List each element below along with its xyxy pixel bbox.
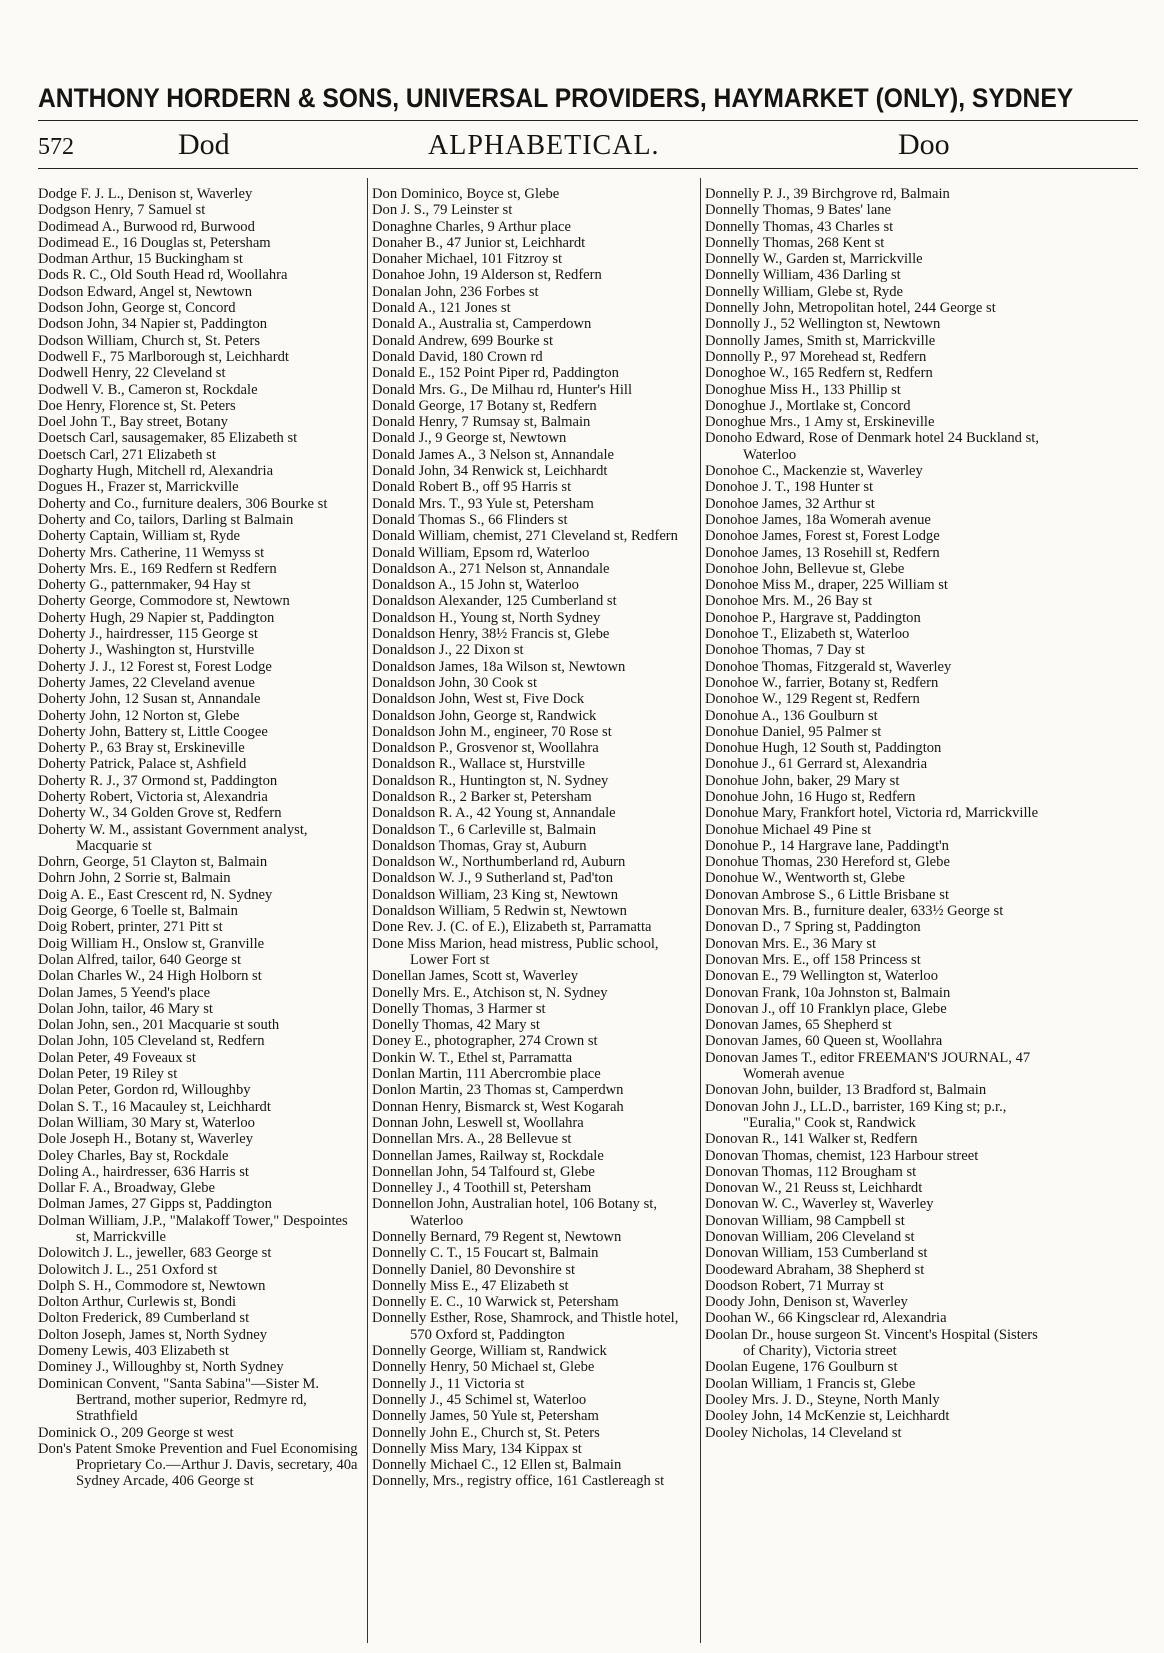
directory-entry: Donnelly P. J., 39 Birchgrove rd, Balmain	[705, 186, 950, 202]
directory-entry: Donohoe James, Forest st, Forest Lodge	[705, 528, 940, 545]
directory-entry: Doherty John, 12 Norton st, Glebe	[38, 707, 240, 724]
directory-entry: Dooley John, 14 McKenzie st, Leichhardt	[705, 1408, 950, 1425]
directory-entry: Dolton Frederick, 89 Cumberland st	[38, 1310, 250, 1327]
directory-entry: Dodson William, Church st, St. Peters	[38, 332, 261, 349]
directory-entry: Donnelly J., 45 Schimel st, Waterloo	[372, 1391, 587, 1408]
directory-entry: Donnan Henry, Bismarck st, West Kogarah	[372, 1098, 624, 1115]
directory-entry: Donnelly Thomas, 268 Kent st	[705, 234, 885, 251]
directory-entry: Donnelly George, William st, Randwick	[372, 1343, 607, 1360]
directory-entry: Donoghue J., Mortlake st, Concord	[705, 397, 911, 414]
directory-entry: Donald George, 17 Botany st, Redfern	[372, 397, 597, 414]
directory-entry: Donald E., 152 Point Piper rd, Paddington	[372, 365, 619, 382]
directory-entry: Donahoe John, 19 Alderson st, Redfern	[372, 267, 602, 284]
directory-entry: Dolman William, J.P., "Malakoff Tower," Despointes st, Marrickville	[38, 1212, 348, 1245]
directory-entry: Dohrn, George, 51 Clayton st, Balmain	[38, 854, 268, 871]
directory-entry: Doig Robert, printer, 271 Pitt st	[38, 919, 223, 936]
directory-entry: Donovan James, 65 Shepherd st	[705, 1017, 892, 1034]
directory-entry: Donald Mrs. T., 93 Yule st, Petersham	[372, 495, 594, 512]
directory-entry: Donlan Martin, 111 Abercrombie place	[372, 1066, 601, 1083]
directory-entry: Donald A., Australia st, Camperdown	[372, 316, 592, 333]
directory-entry: Dodimead E., 16 Douglas st, Petersham	[38, 234, 271, 251]
directory-entry: Donohue J., 61 Gerrard st, Alexandria	[705, 756, 928, 773]
directory-entry: Doolan Dr., house surgeon St. Vincent's Hospital (Sisters of Charity), Victoria street	[705, 1326, 1038, 1360]
directory-entry: Donovan James T., editor FREEMAN'S JOURNAL, 47 Womerah avenue	[705, 1049, 1031, 1083]
directory-entry: Donaldson John, West st, Five Dock	[372, 691, 585, 708]
directory-entry: Doig William H., Onslow st, Granville	[38, 935, 265, 952]
directory-entry: Doherty Patrick, Palace st, Ashfield	[38, 756, 247, 773]
directory-entry: Donnelly C. T., 15 Foucart st, Balmain	[372, 1245, 599, 1262]
directory-entry: Donald Andrew, 699 Bourke st	[372, 332, 554, 349]
directory-entry: Donoghue Miss H., 133 Phillip st	[705, 381, 901, 398]
directory-entry: Donaldson Thomas, Gray st, Auburn	[372, 837, 587, 854]
directory-entry: Don's Patent Smoke Prevention and Fuel Economising Proprietary Co.—Arthur J. Davis, secretary, 40a Sydney Arcade, 406 George st	[38, 1440, 358, 1490]
directory-entry: Donaldson John M., engineer, 70 Rose st	[372, 723, 612, 740]
directory-entry: Doetsch Carl, sausagemaker, 85 Elizabeth st	[38, 430, 298, 447]
directory-entry: Doherty and Co, tailors, Darling st Balmain	[38, 511, 294, 528]
directory-entry: Donnolly J., 52 Wellington st, Newtown	[705, 316, 941, 333]
directory-entry: Dodson John, 34 Napier st, Paddington	[38, 316, 268, 333]
directory-entry: Donnelly William, Glebe st, Ryde	[705, 283, 903, 300]
directory-entry: Dodge F. J. L., Denison st, Waverley	[38, 186, 253, 202]
directory-entry: Donovan Mrs. B., furniture dealer, 633½ George st	[705, 903, 1004, 920]
directory-entry: Donoghue Mrs., 1 Amy st, Erskineville	[705, 414, 935, 431]
directory-entry: Dolan Charles W., 24 High Holborn st	[38, 968, 262, 985]
directory-entry: Dolowitch J. L., jeweller, 683 George st	[38, 1245, 272, 1262]
directory-entry: Donovan James, 60 Queen st, Woollahra	[705, 1033, 943, 1050]
directory-entry: Donohoe Miss M., draper, 225 William st	[705, 577, 948, 594]
directory-entry: Doolan Eugene, 176 Goulburn st	[705, 1359, 898, 1376]
directory-entry: Doherty R. J., 37 Ormond st, Paddington	[38, 772, 278, 789]
directory-entry: Donald James A., 3 Nelson st, Annandale	[372, 446, 614, 463]
directory-entry: Donovan Thomas, 112 Brougham st	[705, 1163, 917, 1180]
directory-entry: Doig George, 6 Toelle st, Balmain	[38, 903, 238, 920]
directory-entry: Donnolly James, Smith st, Marrickville	[705, 332, 936, 349]
right-guide-word: Doo	[898, 128, 950, 161]
directory-entry: Donaldson Alexander, 125 Cumberland st	[372, 593, 617, 610]
directory-entry: Donovan J., off 10 Franklyn place, Glebe	[705, 1000, 947, 1017]
directory-entry: Donnelly Miss Mary, 134 Kippax st	[372, 1440, 582, 1457]
directory-entry: Donelly Thomas, 42 Mary st	[372, 1017, 540, 1034]
directory-entry: Donaldson William, 5 Redwin st, Newtown	[372, 903, 627, 920]
directory-entry: Donohue Daniel, 95 Palmer st	[705, 723, 882, 740]
directory-entry: Doherty Hugh, 29 Napier st, Paddington	[38, 609, 275, 626]
directory-entry: Donaldson John, 30 Cook st	[372, 674, 537, 691]
directory-entry: Donald William, chemist, 271 Cleveland st, Redfern	[372, 528, 678, 545]
directory-entry: Doherty Captain, William st, Ryde	[38, 528, 241, 545]
directory-entry: Donohoe Thomas, Fitzgerald st, Waverley	[705, 658, 952, 675]
directory-entry: Donohue Michael 49 Pine st	[705, 821, 872, 838]
directory-entry: Done Miss Marion, head mistress, Public school, Lower Fort st	[372, 935, 659, 968]
directory-entry: Donohue Mary, Frankfort hotel, Victoria rd, Marrickville	[705, 805, 1039, 822]
directory-entry: Dolman James, 27 Gipps st, Paddington	[38, 1196, 272, 1213]
directory-entry: Dolan Alfred, tailor, 640 George st	[38, 951, 242, 968]
directory-entry: Doel John T., Bay street, Botany	[38, 414, 228, 431]
directory-entry: Donohoe John, Bellevue st, Glebe	[705, 560, 905, 577]
directory-entry: Dodimead A., Burwood rd, Burwood	[38, 218, 255, 235]
directory-entry: Donald William, Epsom rd, Waterloo	[372, 544, 590, 561]
directory-entry: Donovan John, builder, 13 Bradford st, Balmain	[705, 1082, 987, 1099]
directory-entry: Donnellon John, Australian hotel, 106 Botany st, Waterloo	[372, 1196, 657, 1229]
directory-entry: Dolton Arthur, Curlewis st, Bondi	[38, 1294, 237, 1311]
directory-entry: Donaldson P., Grosvenor st, Woollahra	[372, 740, 599, 757]
directory-entry: Doodson Robert, 71 Murray st	[705, 1277, 884, 1294]
directory-entry: Donaldson T., 6 Carleville st, Balmain	[372, 821, 597, 838]
directory-entry: Dolan Peter, 49 Foveaux st	[38, 1049, 196, 1066]
directory-entry: Donovan John J., LL.D., barrister, 169 King st; p.r., "Euralia," Cook st, Randwick	[705, 1098, 1007, 1131]
directory-entry: Donaldson H., Young st, North Sydney	[372, 609, 601, 626]
directory-entry: Donnelly Daniel, 80 Devonshire st	[372, 1261, 576, 1278]
directory-column-1	[38, 186, 364, 1490]
directory-entry: Donnelly Michael C., 12 Ellen st, Balmain	[372, 1457, 622, 1474]
directory-entry: Donaldson W., Northumberland rd, Auburn	[372, 854, 626, 871]
directory-entry: Donald J., 9 George st, Newtown	[372, 430, 567, 447]
directory-entry: Doetsch Carl, 271 Elizabeth st	[38, 446, 216, 463]
directory-entry: Donohoe P., Hargrave st, Paddington	[705, 609, 921, 626]
directory-entry: Donnelly Miss E., 47 Elizabeth st	[372, 1277, 569, 1294]
directory-entry: Donnelly William, 436 Darling st	[705, 267, 901, 284]
directory-entry: Donnelly, Mrs., registry office, 161 Castlereagh st	[372, 1473, 665, 1490]
column-divider	[367, 178, 368, 1643]
directory-entry: Dole Joseph H., Botany st, Waverley	[38, 1131, 253, 1148]
directory-entry: Donnellan James, Railway st, Rockdale	[372, 1147, 604, 1164]
directory-entry: Don Dominico, Boyce st, Glebe	[372, 186, 560, 202]
directory-entry: Donnelly John E., Church st, St. Peters	[372, 1424, 600, 1441]
directory-entry: Donalan John, 236 Forbes st	[372, 283, 539, 300]
directory-entry: Donnelly James, 50 Yule st, Petersham	[372, 1408, 599, 1425]
directory-entry: Donnellan Mrs. A., 28 Bellevue st	[372, 1131, 572, 1148]
directory-entry: Donald John, 34 Renwick st, Leichhardt	[372, 463, 608, 480]
left-guide-word: Dod	[178, 128, 230, 161]
directory-entry: Doherty Mrs. E., 169 Redfern st Redfern	[38, 560, 277, 577]
directory-entry: Donohue Hugh, 12 South st, Paddington	[705, 740, 942, 757]
directory-entry: Donald Thomas S., 66 Flinders st	[372, 511, 568, 528]
directory-entry: Dogharty Hugh, Mitchell rd, Alexandria	[38, 463, 274, 480]
directory-entry: Donovan E., 79 Wellington st, Waterloo	[705, 968, 939, 985]
directory-entry: Donaldson R., Wallace st, Hurstville	[372, 756, 585, 773]
directory-entry: Donaldson R. A., 42 Young st, Annandale	[372, 805, 616, 822]
page-title: ALPHABETICAL.	[428, 130, 660, 161]
directory-entry: Donaldson James, 18a Wilson st, Newtown	[372, 658, 626, 675]
directory-entry: Donaghne Charles, 9 Arthur place	[372, 218, 571, 235]
directory-entry: Donald Robert B., off 95 Harris st	[372, 479, 572, 496]
directory-entry: Dollar F. A., Broadway, Glebe	[38, 1180, 216, 1197]
directory-entry: Doohan W., 66 Kingsclear rd, Alexandria	[705, 1310, 947, 1327]
directory-entry: Donovan William, 206 Cleveland st	[705, 1229, 915, 1245]
directory-entry: Don J. S., 79 Leinster st	[372, 202, 513, 219]
directory-entry: Donovan Mrs. E., off 158 Princess st	[705, 951, 921, 968]
directory-entry: Doherty G., patternmaker, 94 Hay st	[38, 577, 251, 594]
directory-entry: Dogues H., Frazer st, Marrickville	[38, 479, 239, 496]
directory-entry: Doherty James, 22 Cleveland avenue	[38, 674, 255, 691]
directory-entry: Doherty John, Battery st, Little Coogee	[38, 723, 268, 740]
directory-entry: Donnelly Henry, 50 Michael st, Glebe	[372, 1359, 595, 1376]
directory-entry: Dods R. C., Old South Head rd, Woollahra	[38, 267, 288, 284]
directory-entry: Donald David, 180 Crown rd	[372, 348, 543, 365]
directory-entry: Dominick O., 209 George st west	[38, 1424, 234, 1441]
directory-entry: Donohoe Thomas, 7 Day st	[705, 642, 865, 659]
directory-entry: Donaldson Henry, 38½ Francis st, Glebe	[372, 626, 610, 643]
directory-entry: Donohoe James, 13 Rosehill st, Redfern	[705, 544, 940, 561]
directory-entry: Donnelly Esther, Rose, Shamrock, and Thistle hotel, 570 Oxford st, Paddington	[372, 1310, 679, 1343]
directory-entry: Donaldson William, 23 King st, Newtown	[372, 886, 619, 903]
publisher-banner: ANTHONY HORDERN & SONS, UNIVERSAL PROVIDERS, HAYMARKET (ONLY), SYDNEY	[38, 83, 1074, 113]
directory-entry: Dominey J., Willoughby st, North Sydney	[38, 1359, 284, 1376]
directory-entry: Done Rev. J. (C. of E.), Elizabeth st, Parramatta	[372, 919, 652, 936]
directory-entry: Donohue A., 136 Goulburn st	[705, 707, 878, 724]
directory-entry: Donnellan John, 54 Talfourd st, Glebe	[372, 1163, 595, 1180]
directory-entry: Donellan James, Scott st, Waverley	[372, 968, 579, 985]
directory-entry: Dolan Peter, 19 Riley st	[38, 1066, 178, 1083]
directory-entry: Doherty J. J., 12 Forest st, Forest Lodge	[38, 658, 272, 675]
directory-entry: Donaldson R., 2 Barker st, Petersham	[372, 788, 592, 805]
directory-entry: Dolton Joseph, James st, North Sydney	[38, 1326, 268, 1343]
directory-entry: Donovan W. C., Waverley st, Waverley	[705, 1196, 934, 1213]
directory-entry: Doling A., hairdresser, 636 Harris st	[38, 1163, 249, 1180]
directory-entry: Dooley Mrs. J. D., Steyne, North Manly	[705, 1391, 940, 1408]
directory-entry: Doherty George, Commodore st, Newtown	[38, 593, 290, 610]
directory-entry: Donelly Thomas, 3 Harmer st	[372, 1000, 546, 1017]
directory-entry: Donnelly Thomas, 9 Bates' lane	[705, 202, 891, 219]
directory-entry: Donohoe W., 129 Regent st, Redfern	[705, 691, 920, 708]
column-divider	[700, 178, 701, 1643]
directory-entry: Donaher B., 47 Junior st, Leichhardt	[372, 234, 586, 251]
directory-entry: Dodson Edward, Angel st, Newtown	[38, 283, 253, 300]
directory-entry: Dodwell V. B., Cameron st, Rockdale	[38, 381, 258, 398]
directory-entry: Donovan Mrs. E., 36 Mary st	[705, 935, 877, 952]
directory-entry: Donohue P., 14 Hargrave lane, Paddingt'n	[705, 837, 949, 854]
directory-entry: Dolan S. T., 16 Macauley st, Leichhardt	[38, 1098, 271, 1115]
directory-entry: Donnelly Bernard, 79 Regent st, Newtown	[372, 1229, 622, 1245]
directory-entry: Donohoe W., farrier, Botany st, Redfern	[705, 674, 939, 691]
directory-entry: Doherty Robert, Victoria st, Alexandria	[38, 788, 268, 805]
directory-entry: Dodwell F., 75 Marlborough st, Leichhardt	[38, 348, 289, 365]
directory-entry: Donohue John, baker, 29 Mary st	[705, 772, 900, 789]
directory-entry: Dodwell Henry, 22 Cleveland st	[38, 365, 226, 382]
directory-entry: Doherty P., 63 Bray st, Erskineville	[38, 740, 245, 757]
directory-entry: Doherty W. M., assistant Government analyst, Macquarie st	[38, 821, 308, 854]
directory-entry: Doodeward Abraham, 38 Shepherd st	[705, 1261, 925, 1278]
directory-entry: Dooley Nicholas, 14 Cleveland st	[705, 1424, 902, 1441]
directory-entry: Doody John, Denison st, Waverley	[705, 1294, 908, 1311]
directory-entry: Donohoe J. T., 198 Hunter st	[705, 479, 874, 496]
directory-column-3	[705, 186, 1040, 1441]
directory-entry: Donnolly P., 97 Morehead st, Redfern	[705, 348, 927, 365]
directory-entry: Donovan Thomas, chemist, 123 Harbour street	[705, 1147, 979, 1164]
directory-entry: Donnelly J., 11 Victoria st	[372, 1375, 525, 1392]
directory-entry: Doolan William, 1 Francis st, Glebe	[705, 1375, 916, 1392]
directory-entry: Donnelly W., Garden st, Marrickville	[705, 251, 923, 268]
directory-entry: Doherty J., Washington st, Hurstville	[38, 642, 255, 659]
directory-entry: Donnelly E. C., 10 Warwick st, Petersham	[372, 1294, 619, 1311]
directory-entry: Donovan D., 7 Spring st, Paddington	[705, 919, 921, 936]
directory-entry: Doherty J., hairdresser, 115 George st	[38, 626, 258, 643]
directory-entry: Dodgson Henry, 7 Samuel st	[38, 202, 206, 219]
directory-entry: Donovan W., 21 Reuss st, Leichhardt	[705, 1180, 923, 1197]
directory-entry: Donnelley J., 4 Toothill st, Petersham	[372, 1180, 592, 1197]
directory-entry: Donaldson A., 15 John st, Waterloo	[372, 577, 579, 594]
directory-entry: Dohrn John, 2 Sorrie st, Balmain	[38, 870, 231, 887]
directory-entry: Donohoe T., Elizabeth st, Waterloo	[705, 626, 910, 643]
directory-entry: Dolan James, 5 Yeend's place	[38, 984, 211, 1001]
directory-entry: Donald Henry, 7 Rumsay st, Balmain	[372, 414, 591, 431]
directory-entry: Donaldson R., Huntington st, N. Sydney	[372, 772, 609, 789]
page-number: 572	[38, 134, 74, 160]
directory-entry: Dolan John, sen., 201 Macquarie st south	[38, 1017, 280, 1034]
directory-entry: Donoho Edward, Rose of Denmark hotel 24 Buckland st, Waterloo	[705, 430, 1039, 463]
directory-entry: Doherty Mrs. Catherine, 11 Wemyss st	[38, 544, 265, 561]
directory-entry: Donlon Martin, 23 Thomas st, Camperdwn	[372, 1082, 624, 1099]
directory-entry: Donaldson W. J., 9 Sutherland st, Pad'ton	[372, 870, 613, 887]
directory-column-2	[372, 186, 698, 1490]
directory-entry: Donald A., 121 Jones st	[372, 300, 511, 317]
directory-entry: Donelly Mrs. E., Atchison st, N. Sydney	[372, 984, 608, 1001]
directory-entry: Dolan John, tailor, 46 Mary st	[38, 1000, 213, 1017]
directory-entry: Doherty W., 34 Golden Grove st, Redfern	[38, 805, 282, 822]
directory-entry: Donnelly John, Metropolitan hotel, 244 George st	[705, 300, 996, 317]
directory-entry: Dolan Peter, Gordon rd, Willoughby	[38, 1082, 251, 1099]
directory-entry: Dolowitch J. L., 251 Oxford st	[38, 1261, 218, 1278]
directory-entry: Doherty and Co., furniture dealers, 306 Bourke st	[38, 495, 328, 512]
directory-entry: Dolph S. H., Commodore st, Newtown	[38, 1277, 266, 1294]
directory-entry: Donovan Frank, 10a Johnston st, Balmain	[705, 984, 951, 1001]
directory-entry: Doig A. E., East Crescent rd, N. Sydney	[38, 886, 273, 903]
directory-entry: Donohoe Mrs. M., 26 Bay st	[705, 593, 873, 610]
directory-entry: Donkin W. T., Ethel st, Parramatta	[372, 1049, 573, 1066]
directory-entry: Donnelly Thomas, 43 Charles st	[705, 218, 894, 235]
page-header	[38, 128, 1138, 164]
directory-entry: Donaldson A., 271 Nelson st, Annandale	[372, 560, 610, 577]
header-rule	[38, 168, 1138, 169]
directory-entry: Donohoe C., Mackenzie st, Waverley	[705, 463, 923, 480]
directory-entry: Donoghoe W., 165 Redfern st, Redfern	[705, 365, 933, 382]
directory-entry: Doe Henry, Florence st, St. Peters	[38, 397, 236, 414]
top-rule	[38, 120, 1138, 121]
directory-entry: Donaldson John, George st, Randwick	[372, 707, 597, 724]
directory-entry: Doherty John, 12 Susan st, Annandale	[38, 691, 261, 708]
directory-entry: Doney E., photographer, 274 Crown st	[372, 1033, 598, 1050]
directory-entry: Dominican Convent, "Santa Sabina"—Sister M. Bertrand, mother superior, Redmyre rd, Strathfield	[38, 1375, 320, 1425]
directory-entry: Donaldson J., 22 Dixon st	[372, 642, 524, 659]
directory-entry: Dodman Arthur, 15 Buckingham st	[38, 251, 243, 268]
directory-entry: Donohue Thomas, 230 Hereford st, Glebe	[705, 854, 950, 871]
directory-entry: Doley Charles, Bay st, Rockdale	[38, 1147, 229, 1164]
directory-entry: Dolan William, 30 Mary st, Waterloo	[38, 1114, 255, 1131]
directory-entry: Donovan Ambrose S., 6 Little Brisbane st	[705, 886, 950, 903]
directory-entry: Donohue John, 16 Hugo st, Redfern	[705, 788, 916, 805]
directory-entry: Donohoe James, 18a Womerah avenue	[705, 511, 931, 528]
directory-entry: Donovan William, 98 Campbell st	[705, 1212, 905, 1229]
directory-entry: Donohoe James, 32 Arthur st	[705, 495, 875, 512]
directory-entry: Donovan R., 141 Walker st, Redfern	[705, 1131, 918, 1148]
directory-entry: Dolan John, 105 Cleveland st, Redfern	[38, 1033, 265, 1050]
directory-entry: Donovan William, 153 Cumberland st	[705, 1245, 928, 1262]
directory-entry: Donnan John, Leswell st, Woollahra	[372, 1114, 584, 1131]
directory-entry: Donohue W., Wentworth st, Glebe	[705, 870, 906, 887]
directory-entry: Donaher Michael, 101 Fitzroy st	[372, 251, 563, 268]
directory-entry: Domeny Lewis, 403 Elizabeth st	[38, 1343, 229, 1360]
directory-entry: Donald Mrs. G., De Milhau rd, Hunter's Hill	[372, 381, 633, 398]
directory-entry: Dodson John, George st, Concord	[38, 300, 236, 317]
